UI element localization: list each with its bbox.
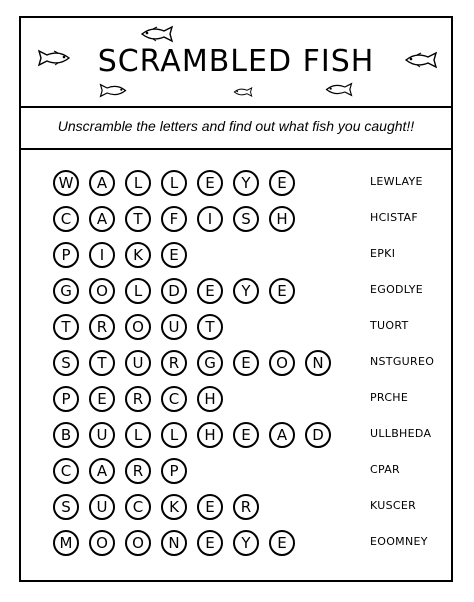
word-row (21, 350, 451, 376)
letter-circle: E (89, 386, 115, 412)
letter-circle: Y (233, 530, 259, 556)
word-row (21, 458, 451, 484)
letter-circle: H (269, 206, 295, 232)
letter-circle: H (197, 422, 223, 448)
letter-circle: U (89, 422, 115, 448)
fish-icon (138, 25, 176, 43)
letter-circle: W (53, 170, 79, 196)
letter-circle: P (53, 242, 79, 268)
letter-circle: C (53, 458, 79, 484)
letter-circle: L (161, 422, 187, 448)
answer-circles (53, 350, 341, 376)
letter-circle: C (53, 206, 79, 232)
word-row (21, 242, 451, 268)
scrambled-word: PRCHE (370, 391, 409, 404)
letter-circle: Y (233, 278, 259, 304)
letter-circle: C (161, 386, 187, 412)
answer-circles (53, 386, 233, 412)
letter-circle: E (269, 278, 295, 304)
answer-circles (53, 494, 269, 520)
answer-circles (53, 458, 197, 484)
scrambled-word: LEWLAYE (370, 175, 423, 188)
letter-circle: P (53, 386, 79, 412)
word-row (21, 170, 451, 196)
letter-circle: Y (233, 170, 259, 196)
letter-circle: A (269, 422, 295, 448)
word-row (21, 494, 451, 520)
answer-circles (53, 314, 233, 340)
letter-circle: A (89, 458, 115, 484)
letter-circle: E (197, 278, 223, 304)
letter-circle: N (305, 350, 331, 376)
letter-circle: T (197, 314, 223, 340)
letter-circle: F (161, 206, 187, 232)
answer-circles (53, 278, 305, 304)
divider (21, 148, 451, 150)
letter-circle: U (125, 350, 151, 376)
letter-circle: E (197, 494, 223, 520)
scrambled-word: KUSCER (370, 499, 417, 512)
letter-circle: A (89, 170, 115, 196)
letter-circle: A (89, 206, 115, 232)
letter-circle: E (197, 530, 223, 556)
answer-circles (53, 206, 305, 232)
letter-circle: K (161, 494, 187, 520)
fish-icon (97, 83, 129, 98)
scrambled-word: CPAR (370, 463, 400, 476)
letter-circle: S (53, 350, 79, 376)
divider (21, 106, 451, 108)
letter-circle: R (125, 458, 151, 484)
letter-circle: I (89, 242, 115, 268)
header (21, 18, 451, 108)
letter-circle: O (125, 314, 151, 340)
word-row (21, 314, 451, 340)
answer-circles (53, 242, 197, 268)
letter-circle: O (89, 530, 115, 556)
scrambled-word: HCISTAF (370, 211, 418, 224)
letter-circle: D (305, 422, 331, 448)
letter-circle: E (269, 170, 295, 196)
page-title: SCRAMBLED FISH (97, 44, 375, 79)
letter-circle: M (53, 530, 79, 556)
letter-circle: T (53, 314, 79, 340)
answer-circles (53, 170, 305, 196)
letter-circle: P (161, 458, 187, 484)
scrambled-word: EPKI (370, 247, 396, 260)
letter-circle: T (125, 206, 151, 232)
letter-circle: G (197, 350, 223, 376)
letter-circle: O (269, 350, 295, 376)
letter-circle: L (125, 170, 151, 196)
letter-circle: N (161, 530, 187, 556)
letter-circle: R (161, 350, 187, 376)
letter-circle: U (89, 494, 115, 520)
fish-icon (323, 82, 355, 97)
letter-circle: O (89, 278, 115, 304)
scrambled-word: TUORT (370, 319, 409, 332)
letter-circle: E (269, 530, 295, 556)
letter-circle: L (125, 422, 151, 448)
letter-circle: U (161, 314, 187, 340)
letter-circle: C (125, 494, 151, 520)
scrambled-word: NSTGUREO (370, 355, 435, 368)
letter-circle: L (161, 170, 187, 196)
word-row (21, 530, 451, 556)
letter-circle: G (53, 278, 79, 304)
letter-circle: S (233, 206, 259, 232)
word-row (21, 422, 451, 448)
letter-circle: R (125, 386, 151, 412)
letter-circle: O (125, 530, 151, 556)
scrambled-word: EGODLYE (370, 283, 424, 296)
letter-circle: D (161, 278, 187, 304)
word-row (21, 386, 451, 412)
letter-circle: E (233, 422, 259, 448)
letter-circle: T (89, 350, 115, 376)
letter-circle: B (53, 422, 79, 448)
letter-circle: E (233, 350, 259, 376)
instructions-text: Unscramble the letters and find out what fish you caught!! (57, 118, 415, 134)
letter-circle: I (197, 206, 223, 232)
fish-icon (232, 86, 254, 98)
letter-circle: K (125, 242, 151, 268)
worksheet (19, 16, 453, 582)
word-row (21, 206, 451, 232)
letter-circle: R (89, 314, 115, 340)
scrambled-word: ULLBHEDA (370, 427, 432, 440)
answer-circles (53, 422, 341, 448)
scrambled-word: EOOMNEY (370, 535, 428, 548)
word-row (21, 278, 451, 304)
letter-circle: S (53, 494, 79, 520)
letter-circle: R (233, 494, 259, 520)
answer-circles (53, 530, 305, 556)
letter-circle: E (161, 242, 187, 268)
letter-circle: E (197, 170, 223, 196)
letter-circle: H (197, 386, 223, 412)
letter-circle: L (125, 278, 151, 304)
